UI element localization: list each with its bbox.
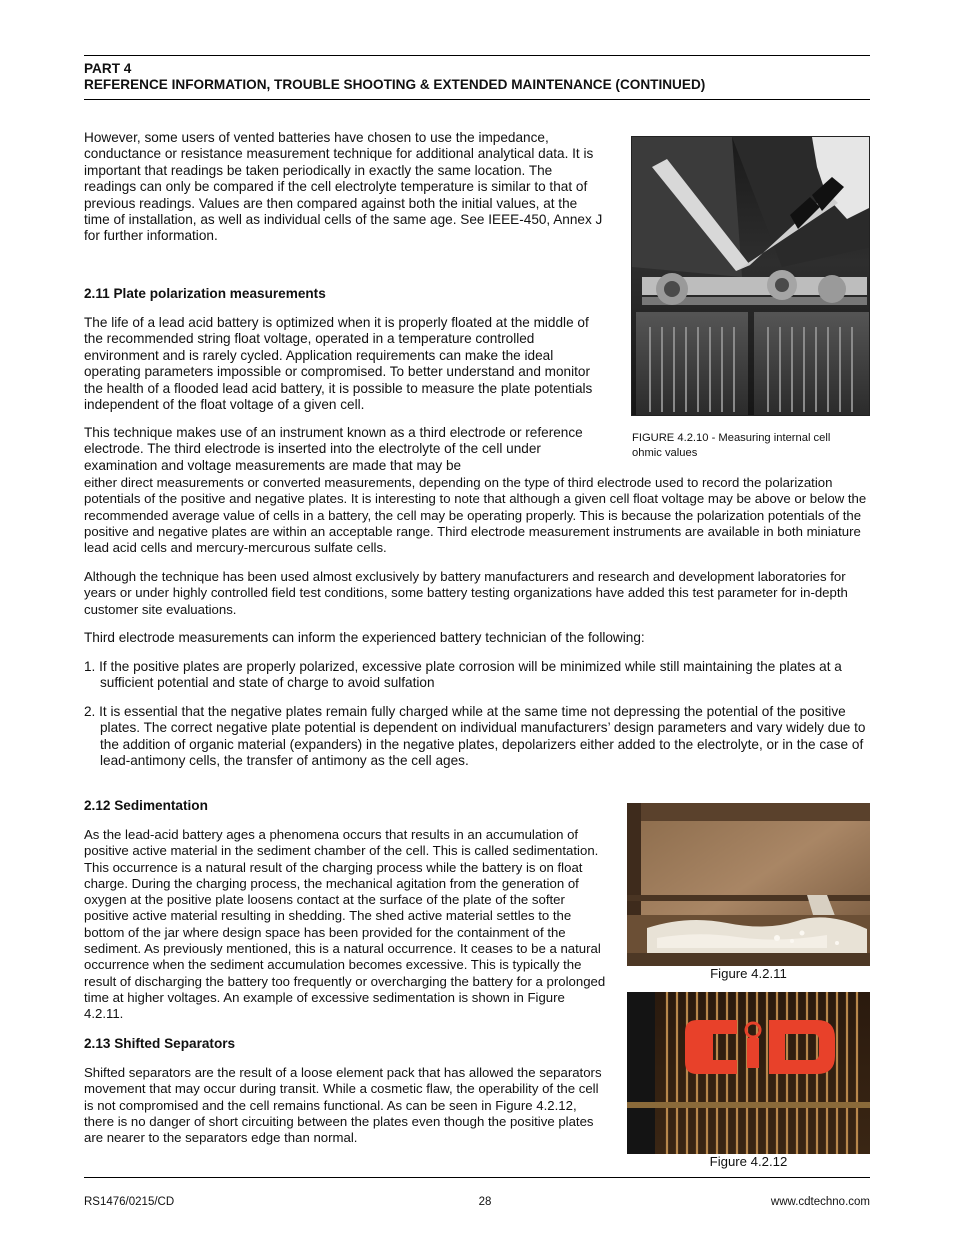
section-2-11-heading: 2.11 Plate polarization measurements bbox=[84, 286, 326, 301]
footer-website[interactable]: www.cdtechno.com bbox=[770, 1196, 870, 1208]
list-item: 2. It is essential that the negative plates remain fully charged while at the same time not depressing the potential of the positive plates. The correct negative plate potential is dependent on individual manufacturers’ design parameters and vary widely due to the addition of organic material (expanders) in the negative plates, depolarizers either added to the electrolyte, or in the case of lead-antimony cells, the transfer of antimony as the cell ages. bbox=[84, 704, 866, 769]
figure-4-2-10-caption bbox=[632, 431, 872, 461]
figure-4-2-11-photo bbox=[627, 803, 870, 966]
footer-page-number: 28 bbox=[478, 1196, 492, 1208]
section-2-12-paragraph: As the lead-acid battery ages a phenomena occurs that results in an accumulation of positive active material in the sediment chamber of the cell. This is called sedimentation. This occurrence is a natural result of the charging process while the battery is on float charge. During the charging process, the mechanical agitation from the generation of oxygen at the positive plate loosens contact at the surface of the plate of the softer positive active material resulting in shedding. The shed active material settles to the bottom of the jar where design space has been provided for the containment of the sediment. As previously mentioned, this is a natural occurrence. It ceases to be a natural occurrence when the sediment accumulation becomes excessive. This is typically the result of discharging the battery too frequently or overcharging the battery for a prolonged time at higher voltages. An example of excessive sedimentation is shown in Figure 4.2.11. bbox=[84, 827, 606, 1022]
section-2-11-paragraph-4: Third electrode measurements can inform the experienced battery technician of the following: bbox=[84, 630, 645, 645]
section-2-13-paragraph: Shifted separators are the result of a loose element pack that has allowed the separators movement that may occur during transit. While a cosmetic flaw, the operability of the cell is not compromised and the cell remains functional. As can be seen in Figure 4.2.12, there is no danger of short circuiting between the plates even though the positive plates are nearer to the separators edge than normal. bbox=[84, 1065, 602, 1146]
section-2-12-heading: 2.12 Sedimentation bbox=[84, 798, 208, 813]
part-label: PART 4 bbox=[84, 61, 132, 76]
header-bottom-rule bbox=[84, 99, 870, 100]
footer-rule bbox=[84, 1177, 870, 1178]
figure-4-2-11-caption: Figure 4.2.11 bbox=[710, 966, 787, 981]
section-2-11-paragraph-2-wide: either direct measurements or converted measurements, depending on the type of third electrode used to record the polarization potentials of the positive and negative plates. It is interesting to note that although a given cell float voltage may be above or below the recommended average value of cells in a battery, the cell may be operating properly. This is because the polarization potentials of the positive and negative plates are within an acceptable range. Third electrode measurement instruments are available in both miniature lead acid cells and mercury-mercurous sulfate cells. bbox=[84, 475, 867, 556]
section-2-11-paragraph-2-narrow: This technique makes use of an instrument known as a third electrode or reference electrode. The third electrode is inserted into the electrolyte of the cell under examination and voltage measurements are made that may be bbox=[84, 425, 583, 473]
intro-paragraph: However, some users of vented batteries have chosen to use the impedance, conductance or resistance measurement technique for additional analytical data. It is important that readings be taken periodically in exactly the same location. The readings can only be compared if the cell electrolyte temperature is similar to that of previous readings. Values are then compared against both the initial values, at the time of installation, as well as individual cells of the same age. See IEEE-450, Annex J for further information. bbox=[84, 130, 603, 244]
list-item: 1. If the positive plates are properly polarized, excessive plate corrosion will be minimized while still maintaining the plates at a sufficient potential and state of charge to avoid sulfation bbox=[84, 659, 842, 691]
page-title: REFERENCE INFORMATION, TROUBLE SHOOTING & EXTENDED MAINTENANCE (CONTINUED) bbox=[84, 77, 706, 92]
footer-doc-number: RS1476/0215/CD bbox=[84, 1196, 175, 1208]
section-2-11-paragraph-1: The life of a lead acid battery is optimized when it is properly floated at the middle of the recommended string float voltage, operated in a temperature controlled environment and is rarely cycled. Application requirements can make the ideal operating parameters impossible or compromised. To better understand and monitor the health of a flooded lead acid battery, it is possible to measure the plate potentials independent of the float voltage of a given cell. bbox=[84, 315, 593, 413]
header-title-block bbox=[84, 61, 870, 93]
section-2-13-heading: 2.13 Shifted Separators bbox=[84, 1036, 236, 1051]
section-2-11-paragraph-3: Although the technique has been used almost exclusively by battery manufacturers and research and development laboratories for years or under highly controlled field test conditions, some battery testing organizations have added this test parameter for in-depth customer site evaluations. bbox=[84, 569, 848, 617]
figure-4-2-12-caption: Figure 4.2.12 bbox=[709, 1154, 788, 1169]
figure-4-2-12-photo bbox=[627, 992, 870, 1154]
figure-4-2-10-caption-line1: FIGURE 4.2.10 - Measuring internal cell bbox=[632, 432, 831, 444]
figure-4-2-10-photo bbox=[631, 136, 870, 416]
figure-4-2-10-caption-line2: ohmic values bbox=[632, 447, 698, 459]
header-top-rule bbox=[84, 55, 870, 56]
